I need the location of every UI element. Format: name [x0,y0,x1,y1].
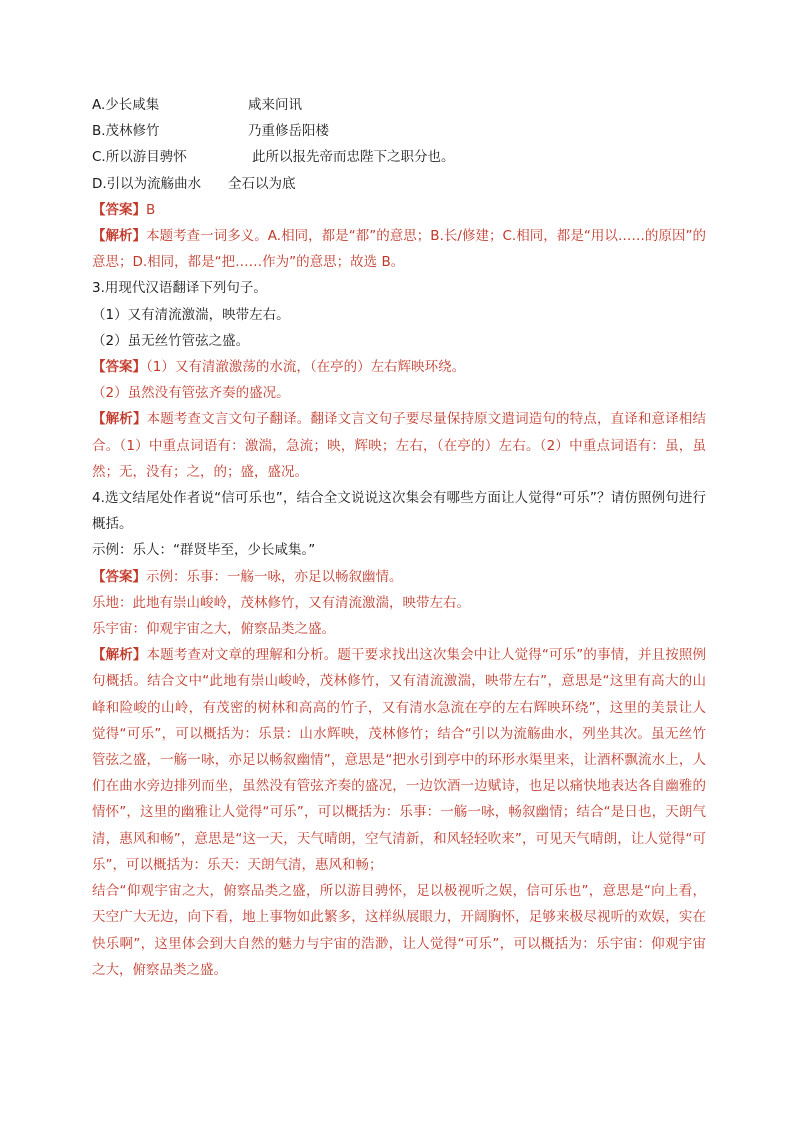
option-a-left: A.少长咸集 [92,97,160,113]
q4-answer [92,564,706,590]
option-b [92,118,706,144]
q3-question: 3.用现代汉语翻译下列句子。 [92,280,267,297]
q3-explanation [92,406,706,485]
option-b-right: 乃重修岳阳楼 [248,123,329,140]
answer-text: B [146,201,156,218]
explanation-tag: 【解析】 [92,228,147,245]
q4-explanation-2: 结合“仰观宇宙之大，俯察品类之盛，所以游目骋怀，足以极视听之娱，信可乐也”，意思是“向上看，天空广大无边，向下看，地上事物如此繁多，这样纵展眼力，开阔胸怀，足够来极尽视听的欢娱，实在快乐啊”，这里体会到大自然的魅力与宇宙的浩渺，让人觉得“可乐”，可以概括为：乐宇宙：仰观宇宙之大，俯察品类之盛。 [92,883,706,978]
option-c [92,144,706,170]
explanation-tag: 【解析】 [92,411,147,428]
option-c-left: C.所以游目骋怀 [92,149,187,166]
q3-sentence-2: （2）虽无丝竹管弦之盛。 [92,332,250,349]
answer-text-1: （1）又有清澈激荡的水流，（在亭的）左右辉映环绕。 [146,359,466,376]
q3-answer-2: （2）虽然没有管弦齐奏的盛况。 [92,385,290,402]
answer-tag: 【答案】 [92,359,146,376]
q4-answer-3: 乐宇宙：仰观宇宙之大，俯察品类之盛。 [92,621,335,638]
q3-answer [92,354,706,380]
answer-tag: 【答案】 [92,568,146,585]
q4-answer-2: 乐地：此地有崇山峻岭，茂林修竹，又有清流激湍，映带左右。 [92,594,470,611]
explanation-tag: 【解析】 [92,647,147,664]
q4-question: 4.选文结尾处作者说“信可乐也”，结合全文说说这次集会有哪些方面让人觉得“可乐”？请仿照例句进行概括。 [92,490,706,533]
option-d-right: 全石以为底 [228,175,296,192]
answer-text-1: 示例：乐事：一觞一咏，亦足以畅叙幽情。 [146,568,403,585]
q2-answer [92,197,706,223]
q4-example: 示例：乐人：“群贤毕至，少长咸集。” [92,542,316,559]
option-c-right: 此所以报先帝而忠陛下之职分也。 [252,149,455,166]
option-a-right: 咸来问讯 [248,97,302,113]
answer-tag: 【答案】 [92,201,146,218]
q2-explanation [92,223,706,275]
option-d-left: D.引以为流觞曲水 [92,175,202,192]
q3-sentence-1: （1）又有清流激湍，映带左右。 [92,306,290,323]
option-a [92,92,706,118]
option-d [92,171,706,197]
q4-explanation [92,642,706,878]
option-b-left: B.茂林修竹 [92,123,160,140]
explanation-text-1: 本题考查对文章的理解和分析。题干要求找出这次集会中让人觉得“可乐”的事情，并且按照例句概括。结合文中“此地有崇山峻岭，茂林修竹，又有清流激湍，映带左右”，意思是“这里有高大的山峰和险峻的山岭，有茂密的树林和高高的竹子，又有清水急流在亭的左右辉映环绕”，这里的美景让人觉得“可乐”，可以概括为：乐景：山水辉映，茂林修竹；结合“引以为流觞曲水，列坐其次。虽无丝竹管弦之盛，一觞一咏，亦足以畅叙幽情”，意思是“把水引到亭中的环形水渠里来，让酒杯飘流水上，人们在曲水旁边排列而坐，虽然没有管弦齐奏的盛况，一边饮酒一边赋诗，也足以痛快地表达各自幽雅的情怀”，这里的幽雅让人觉得“可乐”，可以概括为：乐事：一觞一咏，畅叙幽情；结合“是日也，天朗气清，惠风和畅”，意思是“这一天，天气晴朗，空气清新，和风轻轻吹来”，可见天气晴朗，让人觉得“可乐”，可以概括为：乐天：天朗气清，惠风和畅； [92,647,707,873]
explanation-text: 本题考查文言文句子翻译。翻译文言文句子要尽量保持原文遣词造句的特点，直译和意译相结合。（1）中重点词语有：激湍，急流；映，辉映；左右，（在亭的）左右。（2）中重点词语有：虽，虽然；无，没有；之，的；盛，盛况。 [92,411,707,480]
explanation-text: 本题考查一词多义。A.相同，都是“都”的意思；B.长/修建；C.相同，都是“用以……的原因”的意思；D.相同，都是“把……作为”的意思；故选 B。 [92,228,706,271]
